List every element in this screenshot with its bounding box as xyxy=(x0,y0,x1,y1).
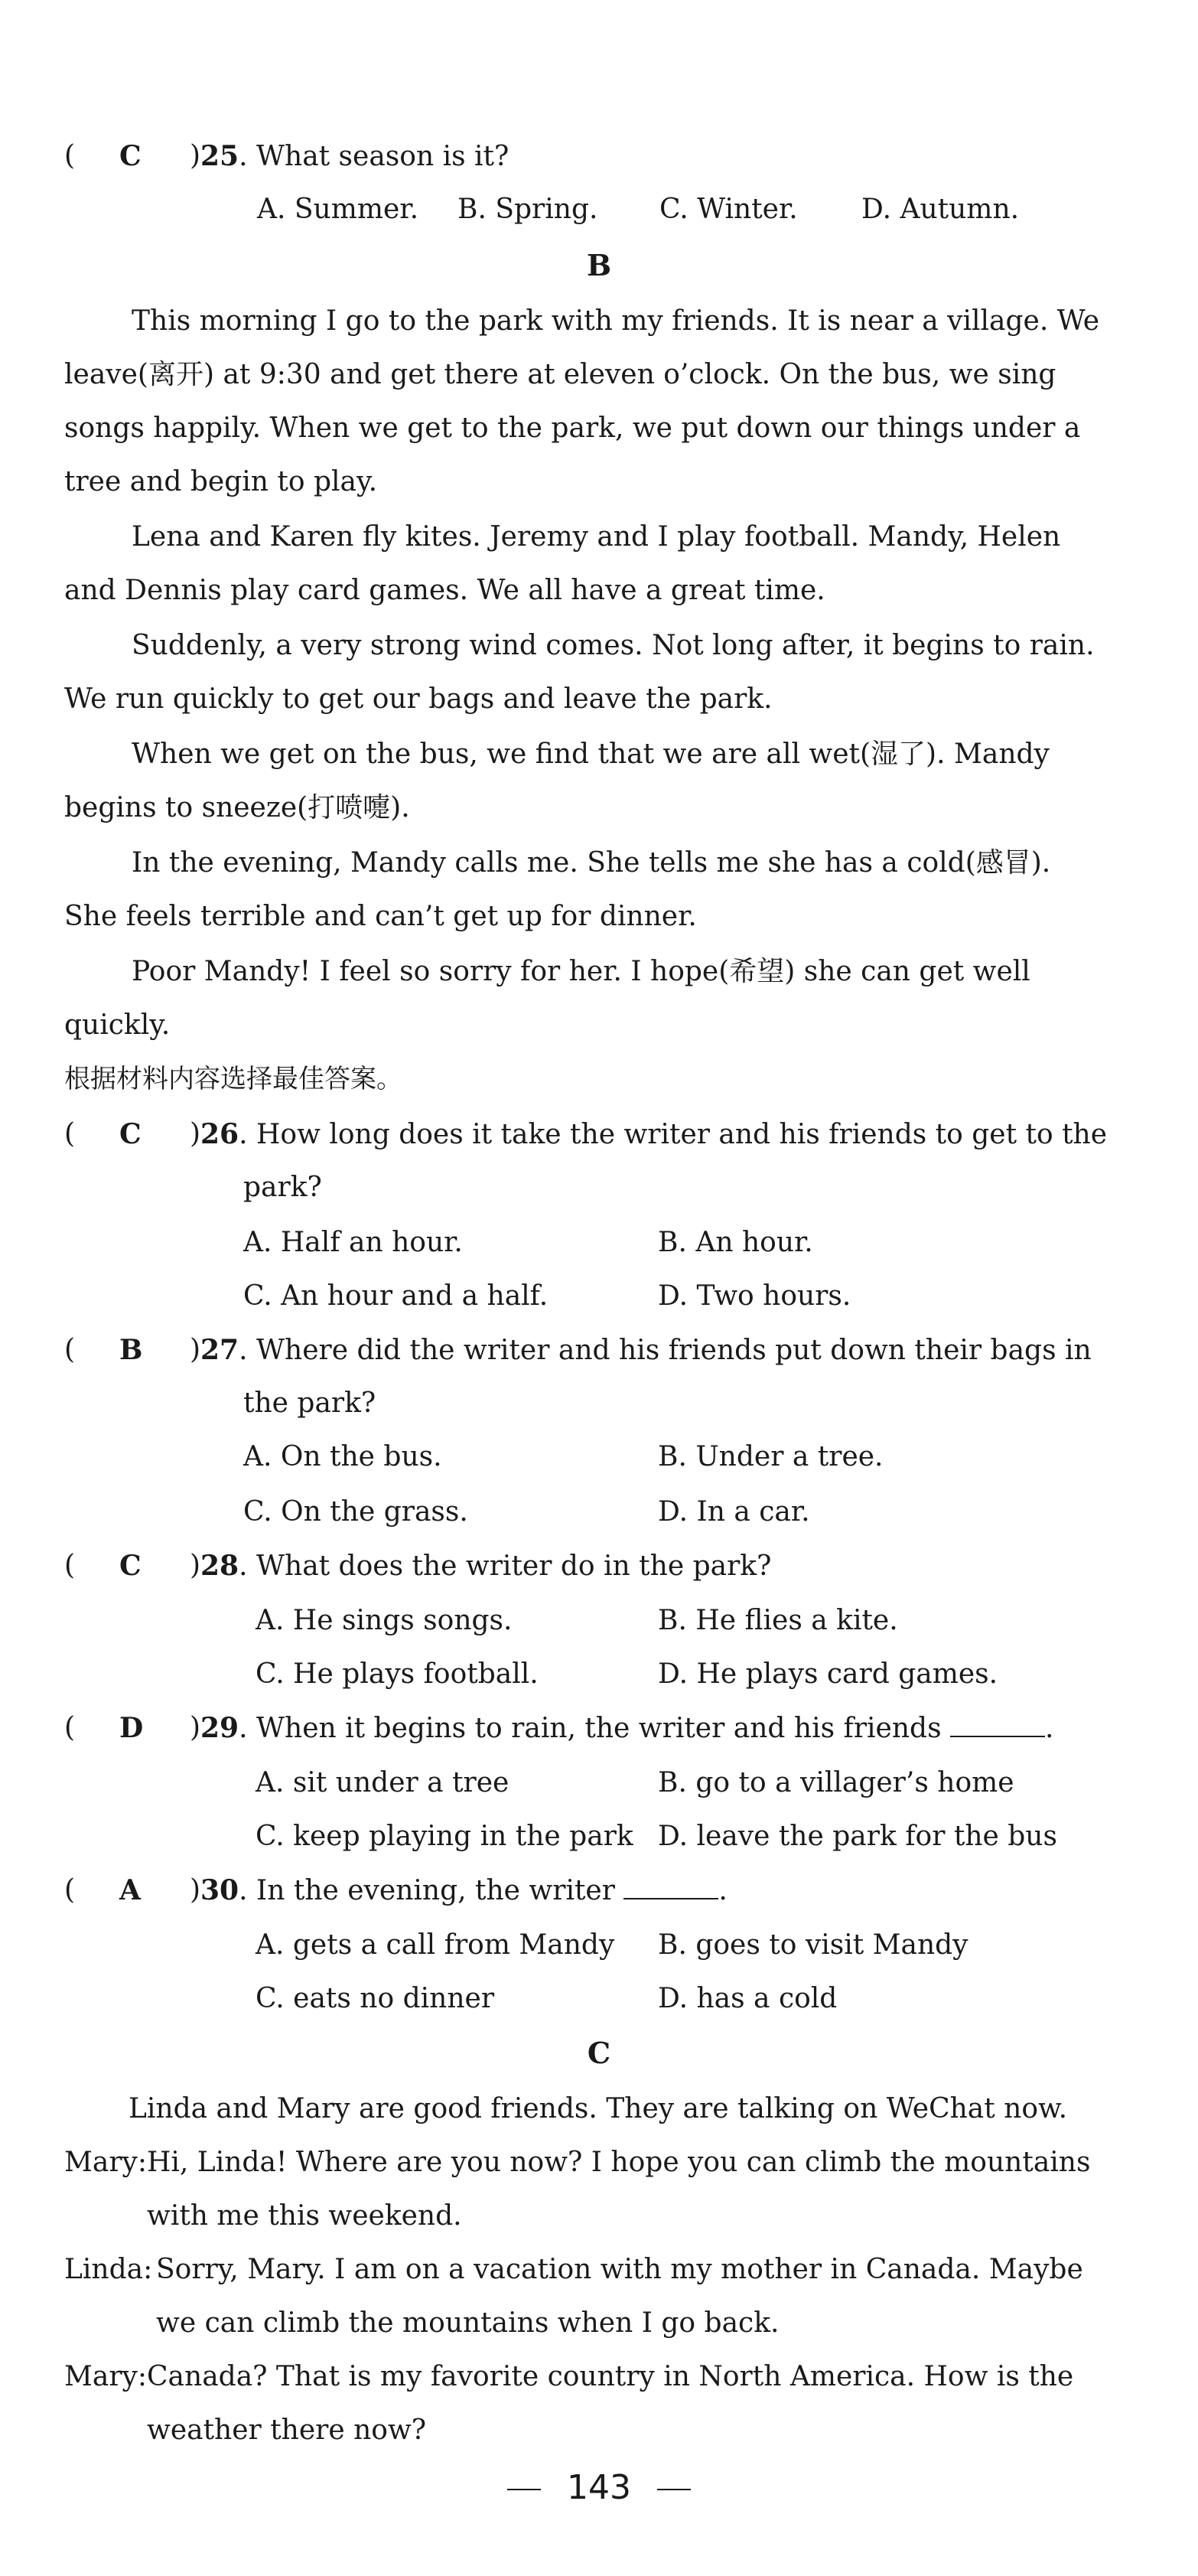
option-b: B. An hour. xyxy=(658,1227,813,1258)
question-text: When it begins to rain, the writer and his friends xyxy=(256,1713,942,1744)
option-c: C. An hour and a half. xyxy=(243,1280,549,1312)
dialogue-text: Canada? That is my favorite country in North America. How is the xyxy=(147,2361,1074,2392)
answer-letter: C xyxy=(119,140,142,172)
dialogue-text: Hi, Linda! Where are you now? I hope you can climb the mountains xyxy=(147,2147,1091,2178)
passage-line: leave(离开) at 9:30 and get there at eleven o’clock. On the bus, we sing xyxy=(64,359,1056,390)
option-d: D. leave the park for the bus xyxy=(658,1821,1057,1852)
passage-line: In the evening, Mandy calls me. She tells me she has a cold(感冒). xyxy=(132,847,1051,879)
option-a: A. On the bus. xyxy=(243,1441,442,1472)
passage-line: and Dennis play card games. We all have a great time. xyxy=(64,575,825,606)
question-number: 26 xyxy=(200,1118,239,1150)
question-text: In the evening, the writer xyxy=(256,1875,615,1906)
page-number-text: 143 xyxy=(567,2468,631,2507)
passage-line: quickly. xyxy=(64,1009,171,1041)
dialogue-text-cont: with me this weekend. xyxy=(147,2200,462,2232)
passage-line: Poor Mandy! I feel so sorry for her. I hope(希望) she can get well xyxy=(132,956,1030,987)
section-c-title: C xyxy=(587,2036,611,2070)
passage-line: Suddenly, a very strong wind comes. Not long after, it begins to rain. xyxy=(132,630,1095,661)
passage-line: This morning I go to the park with my friends. It is near a village. We xyxy=(132,305,1100,337)
speaker-name: Linda: xyxy=(64,2254,153,2285)
passage-line: begins to sneeze(打喷嚏). xyxy=(64,792,410,823)
passage-line: songs happily. When we get to the park, we put down our things under a xyxy=(64,412,1081,444)
question-text-cont: the park? xyxy=(243,1387,376,1419)
question-text: Where did the writer and his friends put down their bags in xyxy=(256,1335,1092,1366)
answer-blank xyxy=(950,1713,1045,1737)
answer-letter: A xyxy=(119,1874,141,1906)
option-a: A. gets a call from Mandy xyxy=(256,1929,615,1961)
answer-letter: C xyxy=(119,1118,142,1150)
option-d: D. Two hours. xyxy=(658,1280,851,1312)
option-d: D. He plays card games. xyxy=(658,1658,998,1690)
textbook-page: ( C ) 25. What season is it? A. Summer. B. Spring. C. Winter. D. Autumn. B This morning I go to the park with my friends. It is near a village. We leave(离开) at 9:30 and get there at eleven o’clock. On the bus, we sing songs happily. When we get to the park, we put down our things under a tree and begin to play. Lena and Karen fly kites. Jeremy and I play football. Mandy, Helen and Dennis play card games. We all have a great time. Suddenly, a very strong wind comes. Not long after, it begins to rain. We run quickly to get our bags and leave the park. When we get on the bus, we find that we are all wet(湿了). Mandy begins to sneeze(打喷嚏). In the evening, Mandy calls me. She tells me she has a cold(感冒). She feels terrible and can’t get up for dinner. Poor Mandy! I feel so sorry for her. I hope(希望) she can get well quickly. 根据材料内容选择最佳答案。 ( C ) 26. How long does it take the writer and his friends to get to the park? A. Half an hour. B. An hour. C. An hour and a half. D. Two hours. ( B ) 27. Where did the writer and his friends put down their bags in the park? A. On the bus. B. Under a tree. C. On the grass. D. In a car. ( C ) 28. What does the writer do in the park? A. He sings songs. B. He flies a kite. C. He plays football. D. He plays card games. ( D ) 29. When it begins to rain, the writer and his friends . A. sit under a tree B. go to a villager’s home C. keep playing in the park D. leave the park for the bus ( A ) 30. In the evening, the writer . A. gets a call from Mandy B. goes to visit Mandy C. eats no dinner D. has a cold C Linda and Mary are good friends. They are talking on WeChat now. Mary: Hi, Linda! Where are you now? I hope you can climb the mountains with me this weekend. Linda: Sorry, Mary. I am on a vacation with my mother in Canada. Maybe we can climb the mountains when I go back. Mary: Canada? That is my favorite country in North America. How is the weather there now? 143 xyxy=(0,0,1198,2576)
option-b: B. Spring. xyxy=(457,194,598,225)
dialogue-text-cont: we can climb the mountains when I go back. xyxy=(156,2307,780,2339)
option-c: C. On the grass. xyxy=(243,1496,468,1528)
answer-letter: B xyxy=(119,1334,143,1366)
option-d: D. has a cold xyxy=(658,1983,838,2014)
option-d: D. Autumn. xyxy=(861,194,1020,225)
passage-line: When we get on the bus, we find that we are all wet(湿了). Mandy xyxy=(132,739,1050,770)
close-paren: ) xyxy=(190,140,201,171)
option-b: B. goes to visit Mandy xyxy=(658,1929,968,1961)
option-a: A. Half an hour. xyxy=(243,1227,463,1258)
speaker-name: Mary: xyxy=(64,2361,147,2392)
dialogue-intro: Linda and Mary are good friends. They are talking on WeChat now. xyxy=(129,2093,1068,2124)
page-number xyxy=(0,2468,1198,2508)
section-b-title: B xyxy=(586,248,612,282)
dash-right xyxy=(657,2489,691,2490)
passage-line: Lena and Karen fly kites. Jeremy and I play football. Mandy, Helen xyxy=(132,521,1061,553)
option-c: C. keep playing in the park xyxy=(256,1821,633,1852)
dialogue-text-cont: weather there now? xyxy=(147,2415,427,2446)
question-text: What season is it? xyxy=(256,141,509,172)
dash-left xyxy=(507,2489,541,2490)
answer-letter: D xyxy=(119,1712,144,1744)
question-text: How long does it take the writer and his friends to get to the xyxy=(256,1119,1108,1150)
option-b: B. go to a villager’s home xyxy=(658,1767,1014,1798)
answer-letter: C xyxy=(119,1550,142,1582)
question-text-cont: park? xyxy=(243,1172,322,1203)
dialogue-text: Sorry, Mary. I am on a vacation with my mother in Canada. Maybe xyxy=(156,2254,1083,2285)
option-b: B. Under a tree. xyxy=(658,1441,884,1472)
question-number: 29 xyxy=(200,1712,239,1744)
passage-line: She feels terrible and can’t get up for dinner. xyxy=(64,901,697,932)
question-number: 30 xyxy=(200,1874,239,1906)
passage-line: tree and begin to play. xyxy=(64,466,378,497)
question-number: 25 xyxy=(200,140,239,172)
answer-blank xyxy=(623,1875,718,1899)
passage-line: We run quickly to get our bags and leave the park. xyxy=(64,683,773,715)
question-number: 27 xyxy=(200,1334,239,1366)
option-c: C. eats no dinner xyxy=(256,1983,495,2014)
question-number: 28 xyxy=(200,1550,239,1582)
option-c: C. He plays football. xyxy=(256,1658,539,1690)
question-text: What does the writer do in the park? xyxy=(256,1550,772,1582)
option-d: D. In a car. xyxy=(658,1496,810,1528)
option-a: A. sit under a tree xyxy=(256,1767,509,1798)
option-a: A. He sings songs. xyxy=(256,1605,513,1636)
option-a: A. Summer. xyxy=(257,194,419,225)
open-paren: ( xyxy=(64,140,76,171)
option-c: C. Winter. xyxy=(659,194,798,225)
speaker-name: Mary: xyxy=(64,2147,147,2178)
option-b: B. He flies a kite. xyxy=(658,1605,898,1636)
instruction: 根据材料内容选择最佳答案。 xyxy=(64,1064,402,1094)
